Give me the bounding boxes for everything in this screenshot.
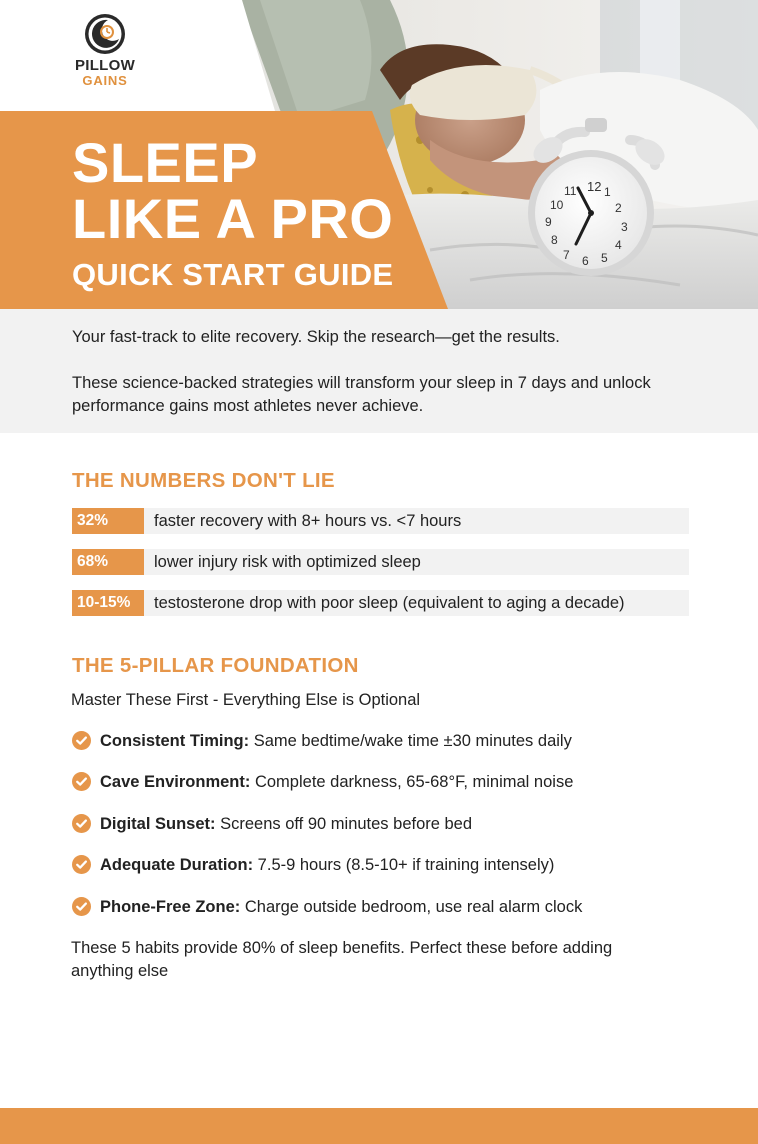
footer-bar: [0, 1108, 758, 1144]
clock-digit: 11: [564, 184, 577, 198]
stat-description: testosterone drop with poor sleep (equivalent to aging a decade): [154, 594, 625, 612]
clock-digit: 10: [550, 198, 564, 212]
pillar-label: Consistent Timing:: [100, 732, 250, 750]
numbers-section-title: THE NUMBERS DON'T LIE: [72, 469, 335, 492]
pillar-text: Same bedtime/wake time ±30 minutes daily: [249, 732, 572, 750]
pillar-label: Phone-Free Zone:: [100, 898, 241, 916]
stat-row: [72, 508, 689, 534]
intro-box: [0, 309, 758, 433]
check-circle-icon: [72, 772, 91, 791]
clock-digit: 1: [604, 185, 611, 199]
check-circle-icon: [72, 814, 91, 833]
intro-paragraph-2: These science-backed strategies will transform your sleep in 7 days and unlock performance gains most athletes never achieve.: [72, 374, 651, 415]
stat-value-badge: 68%: [72, 549, 144, 575]
pillar-label: Digital Sunset:: [100, 815, 216, 833]
pillar-text: Complete darkness, 65-68°F, minimal noise: [250, 773, 574, 791]
clock-digit: 7: [563, 248, 570, 262]
stat-value-badge: 32%: [72, 508, 144, 534]
hero-banner: [0, 0, 758, 309]
pillar-label: Adequate Duration:: [100, 856, 254, 874]
clock-digit: 5: [601, 251, 608, 265]
hero-title-line1: SLEEP: [72, 131, 259, 194]
stat-value-badge: 10-15%: [72, 590, 144, 616]
stat-row: [72, 590, 689, 616]
clock-digit: 9: [545, 215, 552, 229]
check-circle-icon: [72, 731, 91, 750]
hero-subtitle: QUICK START GUIDE: [72, 257, 394, 292]
clock-digit: 12: [587, 179, 602, 194]
pillar-label: Cave Environment:: [100, 773, 251, 791]
intro-paragraph-1: Your fast-track to elite recovery. Skip the research—get the results.: [72, 328, 560, 346]
clock-digit: 3: [621, 220, 628, 234]
pillow-gains-logo[interactable]: [70, 12, 140, 87]
clock-digit: 2: [615, 201, 622, 215]
clock-digit: 8: [551, 233, 558, 247]
closing-note: These 5 habits provide 80% of sleep benefits. Perfect these before adding anything else: [71, 939, 613, 980]
clock-digit: 6: [582, 254, 589, 268]
pillar-text: 7.5-9 hours (8.5-10+ if training intensely): [253, 856, 555, 874]
check-circle-icon: [72, 897, 91, 916]
brand-word-gains: GAINS: [82, 73, 128, 88]
clock-digit: 4: [615, 238, 622, 252]
pillar-text: Screens off 90 minutes before bed: [215, 815, 473, 833]
check-circle-icon: [72, 855, 91, 874]
stat-description: faster recovery with 8+ hours vs. <7 hours: [154, 512, 462, 530]
pillar-text: Charge outside bedroom, use real alarm clock: [240, 898, 583, 916]
brand-word-pillow: PILLOW: [74, 57, 136, 74]
pillars-section-title: THE 5-PILLAR FOUNDATION: [72, 654, 359, 677]
stat-description: lower injury risk with optimized sleep: [154, 553, 421, 571]
moon-clock-logo-icon: [83, 12, 127, 56]
pillars-subtitle: Master These First - Everything Else is Optional: [71, 691, 421, 709]
stat-row: [72, 549, 689, 575]
hero-title-line2: LIKE A PRO: [72, 187, 394, 250]
